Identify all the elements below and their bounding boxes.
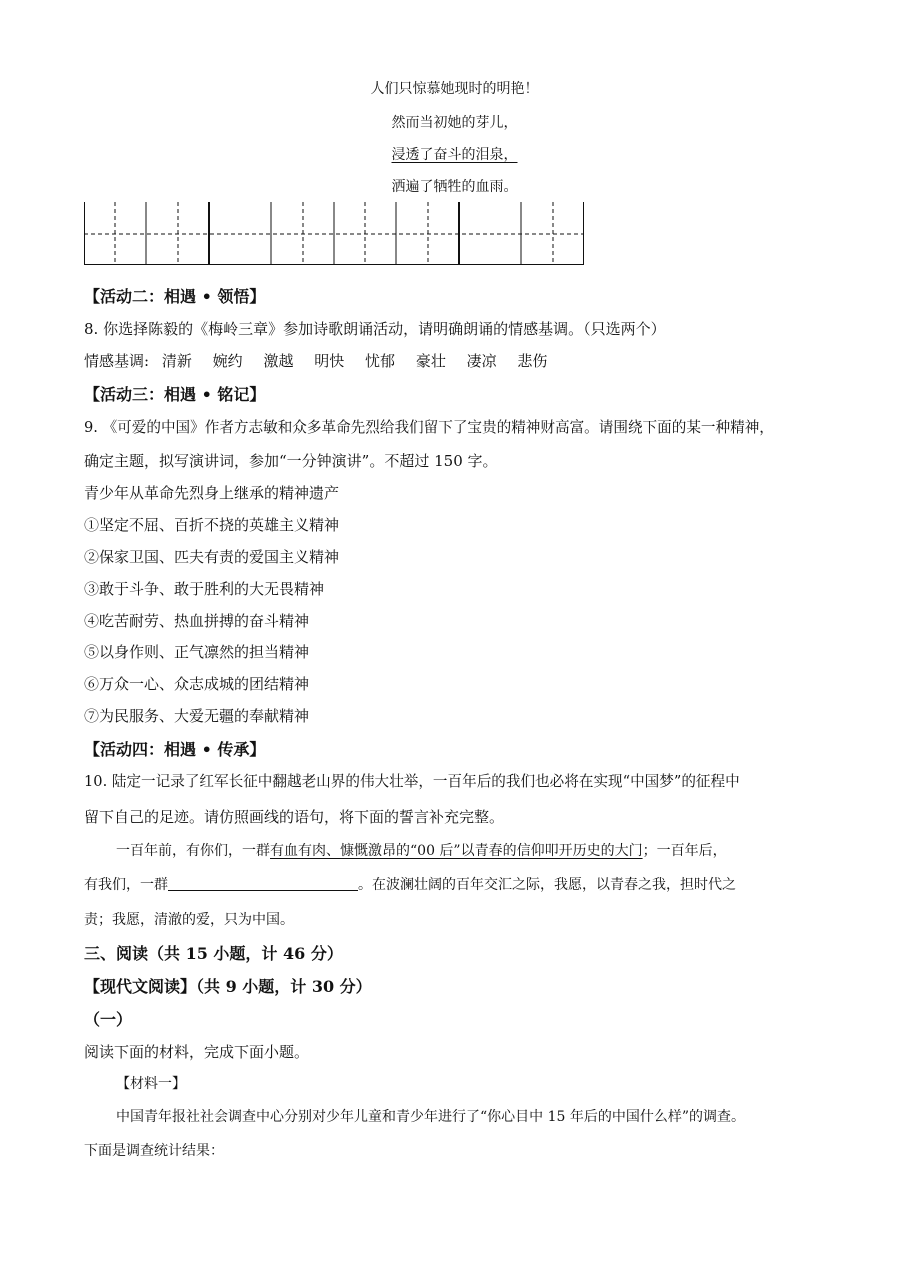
activity2-heading: 【活动二：相遇 • 领悟】	[84, 287, 266, 306]
tone-row	[84, 350, 547, 371]
material-text-line1: 中国青年报社社会调查中心分别对少年儿童和青少年进行了“你心目中 15 年后的中国什么样”的调查。	[116, 1109, 746, 1125]
tone-option: 豪壮	[415, 352, 446, 370]
reading-instruction: 阅读下面的材料，完成下面小题。	[84, 1043, 310, 1061]
pledge-line1	[116, 840, 727, 860]
pledge-text: 有我们，一群	[84, 877, 168, 893]
spirit-list-item: ⑥万众一心、众志成城的团结精神	[84, 675, 310, 693]
tone-option: 忧郁	[365, 352, 396, 370]
pledge-line3: 责；我愿，清澈的爱，只为中国。	[84, 912, 294, 928]
poem-line: 洒遍了牺牲的血雨。	[391, 179, 518, 195]
spirit-list-item: ⑤以身作则、正气凛然的担当精神	[84, 643, 310, 661]
pledge-underlined-text: 有血有肉、慷慨激昂的“00 后”以青春的信仰叩开历史的大门	[270, 843, 643, 859]
pledge-line2	[84, 874, 736, 894]
spirit-list-item: ③敢于斗争、敢于胜利的大无畏精神	[84, 580, 325, 598]
poem-line: 然而当初她的芽儿，	[391, 115, 518, 131]
spirit-list-item: ②保家卫国、匹夫有责的爱国主义精神	[84, 548, 340, 566]
spirit-list-title: 青少年从革命先烈身上继承的精神遗产	[84, 484, 340, 502]
question-10-line2: 留下自己的足迹。请仿照画线的语句，将下面的誓言补充完整。	[84, 808, 505, 826]
tone-option: 凄凉	[466, 352, 497, 370]
spirit-list-item: ⑦为民服务、大爱无疆的奉献精神	[84, 707, 310, 725]
tone-option: 明快	[314, 352, 345, 370]
poem-line: 人们只惊慕她现时的明艳！	[370, 81, 539, 97]
pledge-text: 一百年前，有你们，一群	[116, 843, 270, 859]
tone-option: 婉约	[212, 352, 243, 370]
question-9-line1: 9. 《可爱的中国》作者方志敏和众多革命先烈给我们留下了宝贵的精神财高富。请围绕下面的某一种精神，	[84, 419, 774, 436]
poem-line-underlined	[0, 144, 909, 164]
part-one-label: （一）	[84, 1010, 133, 1029]
activity4-heading: 【活动四：相遇 • 传承】	[84, 740, 266, 759]
question-10-line1: 10. 陆定一记录了红军长征中翻越老山界的伟大壮举，一百年后的我们也必将在实现“中国梦”的征程中	[84, 773, 740, 790]
tone-option: 悲伤	[517, 352, 548, 370]
pledge-text: ；一百年后，	[642, 843, 727, 859]
question-9-line2: 确定主题，拟写演讲词，参加“一分钟演讲”。不超过 150 字。	[84, 452, 498, 470]
spirit-list-item: ④吃苦耐劳、热血拼搏的奋斗精神	[84, 612, 310, 630]
material-label: 【材料一】	[116, 1076, 186, 1092]
question-8: 8. 你选择陈毅的《梅岭三章》参加诗歌朗诵活动，请明确朗诵的情感基调。（只选两个）	[84, 320, 666, 338]
tone-option: 激越	[263, 352, 294, 370]
section3-heading: 三、阅读（共 15 小题，计 46 分）	[84, 944, 343, 963]
poem-underlined-text: 浸透了奋斗的泪泉，	[391, 147, 518, 163]
tone-option: 清新	[161, 352, 192, 370]
pledge-text: 。在波澜壮阔的百年交汇之际，我愿，以青春之我，担时代之	[358, 877, 736, 893]
modern-reading-heading: 【现代文阅读】（共 9 小题，计 30 分）	[84, 977, 372, 996]
tones-label: 情感基调:	[84, 352, 150, 370]
material-text-line2: 下面是调查统计结果：	[84, 1143, 224, 1159]
spirit-list-item: ①坚定不屈、百折不挠的英雄主义精神	[84, 516, 340, 534]
activity3-heading: 【活动三：相遇 • 铭记】	[84, 385, 266, 404]
pledge-blank-field[interactable]	[168, 876, 358, 891]
writing-grid	[84, 202, 584, 265]
